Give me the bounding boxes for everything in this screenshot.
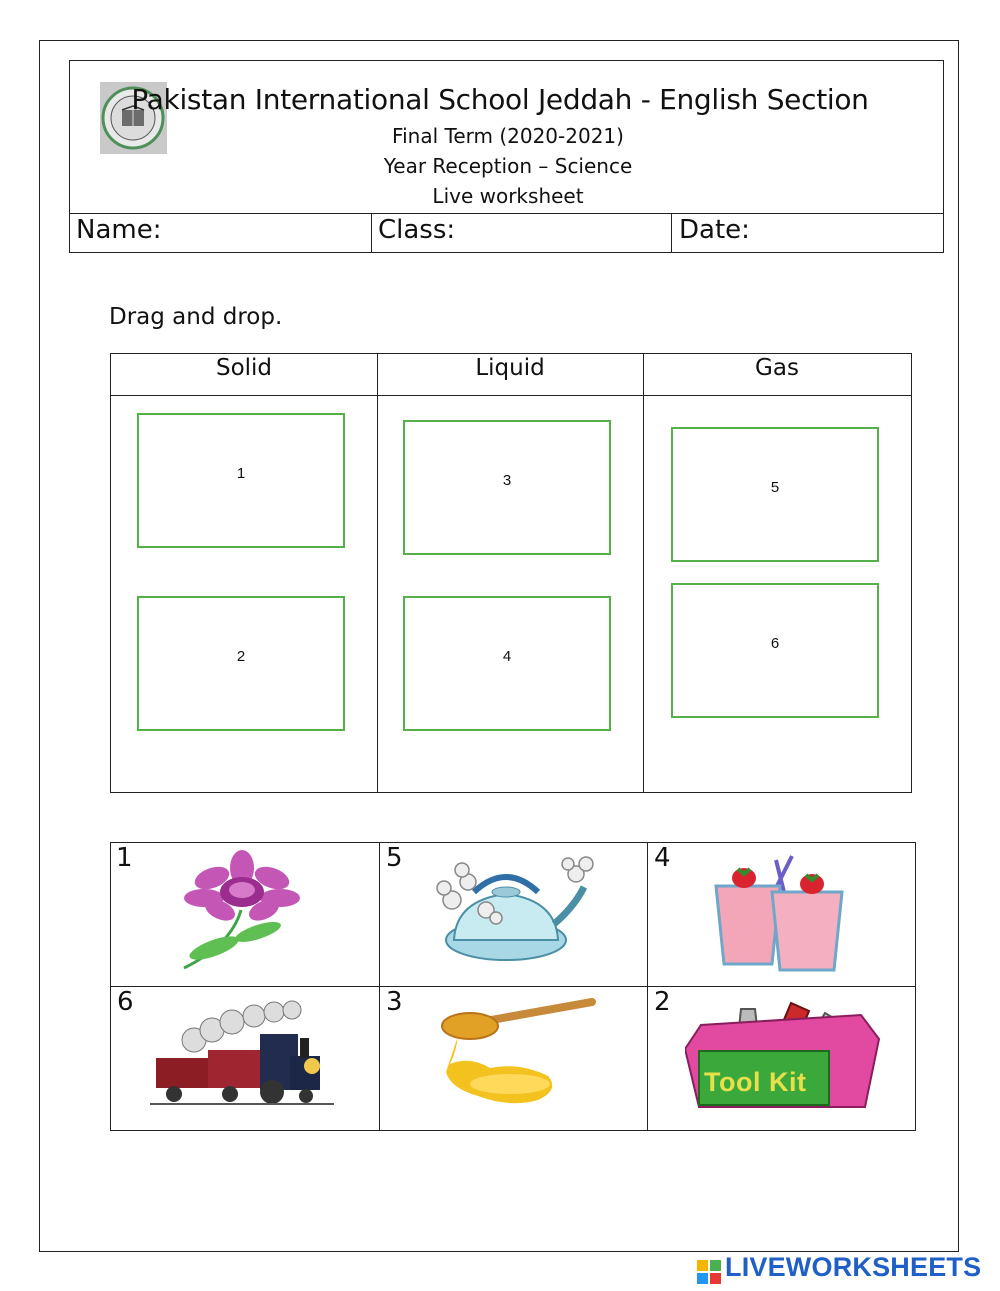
- drop-box-gas-5[interactable]: [671, 427, 879, 562]
- drop-box-number: 6: [770, 635, 780, 652]
- card-number: 3: [386, 987, 403, 1017]
- sheet-type-line: Live worksheet: [432, 184, 584, 208]
- drop-box-solid-1[interactable]: [137, 413, 345, 548]
- drop-box-number: 3: [502, 472, 512, 489]
- picture-column-divider: [379, 842, 380, 1131]
- tool-kit-label: Tool Kit: [704, 1067, 807, 1097]
- picture-column-divider: [647, 842, 648, 1131]
- column-header-gas: Gas: [755, 355, 799, 381]
- sort-column-divider: [377, 353, 378, 793]
- column-header-solid: Solid: [215, 355, 273, 381]
- honey-dipper-image[interactable]: [430, 992, 600, 1110]
- grade-subject-line: Year Reception – Science: [383, 154, 633, 178]
- drop-box-liquid-3[interactable]: [403, 420, 611, 555]
- drop-box-number: 4: [502, 648, 512, 665]
- header-divider: [69, 213, 944, 214]
- drop-box-gas-6[interactable]: [671, 583, 879, 718]
- term-line: Final Term (2020-2021): [392, 124, 624, 148]
- field-divider: [671, 213, 672, 253]
- card-number: 1: [116, 843, 133, 873]
- sort-column-divider: [643, 353, 644, 793]
- strawberry-smoothies-image[interactable]: [710, 852, 850, 974]
- liveworksheets-logo-icon: [697, 1260, 721, 1284]
- card-number: 2: [654, 987, 671, 1017]
- class-label: Class:: [378, 215, 456, 245]
- drop-box-liquid-4[interactable]: [403, 596, 611, 731]
- instruction: Drag and drop.: [109, 304, 283, 330]
- card-number: 4: [654, 843, 671, 873]
- school-name: Pakistan International School Jeddah - English Section: [131, 83, 869, 116]
- drop-box-number: 1: [236, 465, 246, 482]
- sort-table-header-divider: [110, 395, 912, 396]
- column-header-liquid: Liquid: [475, 355, 545, 381]
- date-label: Date:: [679, 215, 750, 245]
- steaming-kettle-image[interactable]: [434, 852, 596, 964]
- field-divider: [371, 213, 372, 253]
- name-label: Name:: [76, 215, 162, 245]
- card-number: 6: [117, 987, 134, 1017]
- drop-box-solid-2[interactable]: [137, 596, 345, 731]
- drop-box-number: 2: [236, 648, 246, 665]
- card-number: 5: [386, 843, 403, 873]
- drop-box-number: 5: [770, 479, 780, 496]
- brand-name[interactable]: LIVEWORKSHEETS: [725, 1252, 982, 1282]
- flower-image[interactable]: [176, 850, 316, 972]
- picture-table-row-divider: [110, 986, 916, 987]
- steam-train-image[interactable]: [150, 1000, 334, 1108]
